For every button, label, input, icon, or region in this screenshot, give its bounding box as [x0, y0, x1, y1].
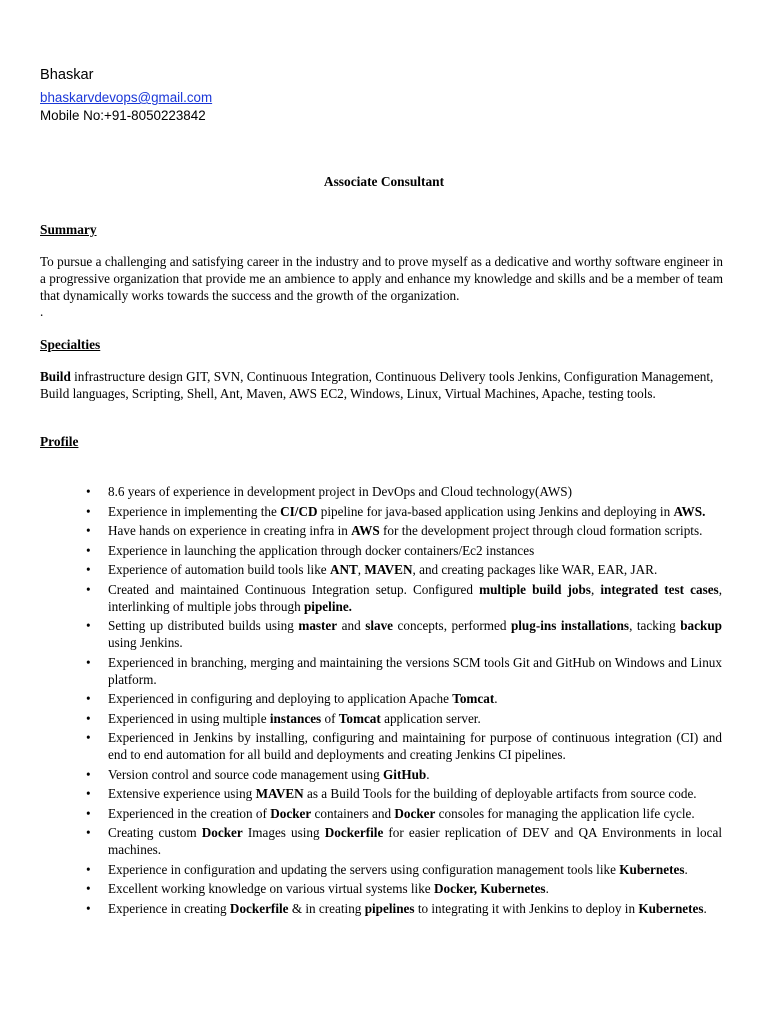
specialties-heading: Specialties	[40, 337, 101, 352]
profile-item-bold: instances	[269, 710, 322, 726]
profile-item-bold: Docker	[394, 805, 436, 821]
summary-trailing: .	[40, 304, 44, 319]
profile-item-bold: Dockerfile	[229, 900, 289, 916]
bullet-icon: •	[86, 900, 91, 916]
profile-item	[0, 880, 722, 897]
profile-item-bold: MAVEN	[364, 562, 413, 577]
profile-item	[0, 522, 722, 539]
profile-item-text: pipeline for java-based application using Jenkins and deploying in	[317, 503, 674, 519]
profile-item-text: Creating custom	[108, 825, 202, 840]
profile-item-text: Experienced in the creation of	[108, 805, 271, 821]
profile-item-bold: Kubernetes	[619, 861, 685, 877]
profile-item-text: ,	[357, 562, 365, 577]
profile-item-text: concepts, performed	[393, 618, 511, 633]
profile-item-bold: backup	[680, 618, 722, 633]
profile-item-text: Experienced in configuring and deploying to application Apache	[108, 691, 453, 706]
profile-item-bold: Docker, Kubernetes	[433, 881, 546, 896]
mobile-number: Mobile No:+91-8050223842	[40, 108, 206, 123]
profile-item-text: & in creating	[288, 900, 365, 916]
profile-item-bold: Docker	[201, 825, 243, 840]
job-title: Associate Consultant	[323, 174, 445, 189]
bullet-icon: •	[86, 786, 91, 801]
profile-item-text: application server.	[380, 710, 481, 726]
bullet-icon: •	[86, 503, 91, 519]
bullet-icon: •	[86, 710, 91, 726]
profile-item-text: .	[545, 881, 549, 896]
profile-item-bold: Kubernetes	[638, 900, 704, 916]
profile-item-text: Experience in launching the application through docker containers/Ec2 instances	[108, 542, 535, 558]
profile-item-text: .	[684, 861, 688, 877]
bullet-icon: •	[86, 542, 91, 558]
profile-item-bold: AWS.	[673, 503, 706, 519]
bullet-icon: •	[86, 654, 91, 670]
profile-item-text: Experience in implementing the	[108, 503, 281, 519]
profile-item-bold: slave	[365, 618, 394, 633]
profile-item	[0, 710, 722, 727]
profile-item-bold: Dockerfile	[324, 825, 384, 840]
profile-item-bold: Tomcat	[338, 710, 381, 726]
profile-item	[0, 483, 722, 500]
profile-item-text: Experience in configuration and updating the servers using configuration management tools like	[108, 861, 620, 877]
bullet-icon: •	[86, 691, 91, 706]
profile-item-text: Experience in creating	[108, 900, 230, 916]
profile-item	[0, 824, 722, 858]
profile-heading: Profile	[40, 434, 79, 449]
profile-item-text: using Jenkins.	[108, 635, 183, 650]
profile-item-text: Images using	[242, 825, 325, 840]
profile-item-text: for easier replication of DEV and QA Environments in local machines.	[108, 825, 722, 857]
bullet-icon: •	[86, 861, 91, 877]
profile-item-bold: master	[298, 618, 338, 633]
candidate-name: Bhaskar	[40, 67, 94, 83]
profile-item-text: Setting up distributed builds using	[108, 618, 299, 633]
profile-item-text: Experienced in branching, merging and maintaining the versions SCM tools Git and GitHub on Windows and Linux platform.	[108, 654, 722, 687]
bullet-icon: •	[86, 805, 91, 821]
profile-item-text: Experience of automation build tools like	[108, 562, 330, 577]
profile-item-bold: AWS	[351, 523, 380, 538]
email-link[interactable]: bhaskarvdevops@gmail.com	[40, 90, 213, 105]
profile-item-bold: pipeline.	[303, 598, 352, 614]
profile-item-text: Have hands on experience in creating infra in	[108, 523, 352, 538]
profile-item-text: 8.6 years of experience in development project in DevOps and Cloud technology(AWS)	[108, 484, 573, 499]
profile-item	[0, 654, 722, 688]
profile-item-text: and	[337, 618, 366, 633]
profile-item	[0, 690, 722, 707]
bullet-icon: •	[86, 581, 91, 597]
profile-item	[0, 900, 722, 917]
bullet-icon: •	[86, 523, 91, 538]
profile-item-bold: pipelines	[364, 900, 415, 916]
profile-item-text: .	[494, 691, 498, 706]
profile-item-text: Created and maintained Continuous Integration setup. Configured	[108, 581, 480, 597]
specialties-text	[40, 369, 723, 403]
profile-item-bold: multiple build jobs	[479, 581, 591, 597]
profile-item-text: Experienced in Jenkins by installing, configuring and maintaining for purpose of continuous integration (CI) and end to end automation for all build and deployments and creating Jenkins CI pipelines.	[108, 730, 722, 762]
profile-item-text: as a Build Tools for the building of deployable artifacts from source code.	[303, 786, 697, 801]
profile-item-bold: GitHub	[383, 766, 427, 782]
profile-item-text: Version control and source code management using	[108, 766, 384, 782]
summary-heading: Summary	[40, 222, 97, 237]
profile-item-bold: ANT	[329, 562, 358, 577]
summary-text: To pursue a challenging and satisfying career in the industry and to prove myself as a dedicative and worthy software engineer in a progressive organization that provide me an ambience to apply and enhance my knowledge and skills and be a member of team that dynamically works towards the success and the growth of the organization.	[40, 254, 723, 303]
bullet-icon: •	[86, 766, 91, 782]
profile-item-text: , tacking	[629, 618, 681, 633]
profile-item	[0, 729, 722, 763]
profile-item-text: , and creating packages like WAR, EAR, JAR.	[412, 562, 658, 577]
profile-item-text: consoles for managing the application life cycle.	[435, 805, 695, 821]
profile-item-text: containers and	[311, 805, 395, 821]
profile-item-text: .	[703, 900, 707, 916]
profile-item	[0, 503, 722, 520]
profile-item	[0, 617, 722, 651]
profile-item-text: ,	[590, 581, 601, 597]
profile-item	[0, 766, 722, 783]
profile-item	[0, 805, 722, 822]
profile-item-text: of	[321, 710, 339, 726]
specialties-body: infrastructure design GIT, SVN, Continuous Integration, Continuous Delivery tools Jenkins, Configuration Management, Build languages, Scripting, Shell, Ant, Maven, AWS EC2, Windows, Linux, Virtual Machines, Apache, testing tools.	[40, 369, 714, 401]
profile-item-bold: MAVEN	[255, 786, 304, 801]
bullet-icon: •	[86, 730, 91, 745]
profile-item-bold: plug-ins installations	[510, 618, 630, 633]
profile-item-text: Excellent working knowledge on various virtual systems like	[108, 881, 434, 896]
bullet-icon: •	[86, 825, 91, 840]
profile-item-bold: integrated test cases	[600, 581, 719, 597]
profile-item-text: , interlinking of multiple jobs through	[108, 581, 722, 614]
profile-list	[0, 483, 768, 919]
profile-item-bold: Tomcat	[452, 691, 495, 706]
profile-item-text: Experienced in using multiple	[108, 710, 270, 726]
bullet-icon: •	[86, 881, 91, 896]
profile-item	[0, 542, 722, 559]
bullet-icon: •	[86, 484, 91, 499]
profile-item-bold: Docker	[270, 805, 312, 821]
profile-item	[0, 785, 722, 802]
bullet-icon: •	[86, 562, 91, 577]
bullet-icon: •	[86, 618, 91, 633]
profile-item-text: Extensive experience using	[108, 786, 256, 801]
profile-item-text: for the development project through cloud formation scripts.	[379, 523, 703, 538]
profile-item	[0, 861, 722, 878]
profile-item-bold: CI/CD	[280, 503, 318, 519]
specialties-lead: Build	[40, 369, 71, 384]
profile-item	[0, 581, 722, 615]
profile-item-text: .	[426, 766, 430, 782]
profile-item-text: to integrating it with Jenkins to deploy in	[414, 900, 639, 916]
profile-item	[0, 561, 722, 578]
